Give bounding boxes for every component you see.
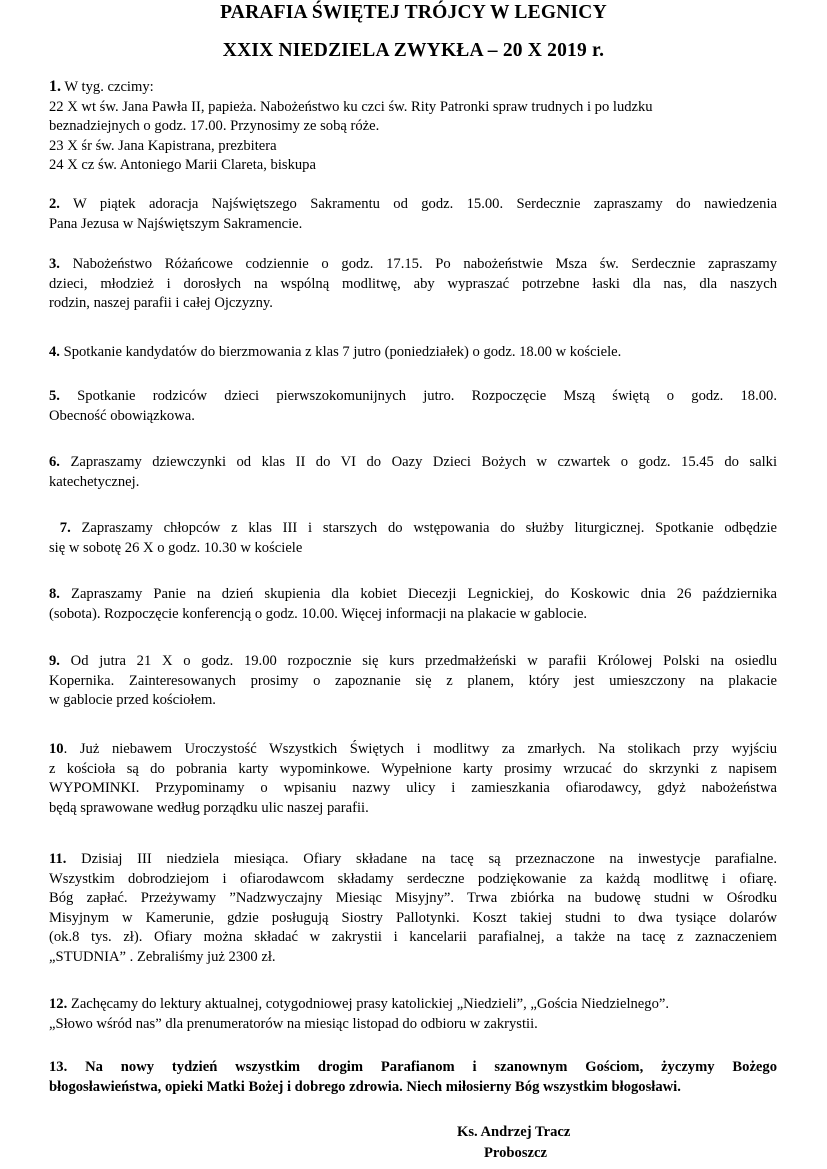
- announcement-11-line: Misyjnym w Kamerunie, gdzie posługują Siostry Pallotynki. Koszt takiej studni to dwa tysiące dolarów: [49, 909, 777, 926]
- announcement-13: [49, 1058, 777, 1097]
- announcement-12-line: 12. Zachęcamy do lektury aktualnej, cotygodniowej prasy katolickiej „Niedzieli”, „Gościa Niedzielnego”.: [49, 996, 670, 1012]
- announcement-12: [49, 995, 777, 1034]
- announcement-2: [49, 195, 777, 234]
- announcement-5-line: 5. Spotkanie rodziców dzieci pierwszokomunijnych jutro. Rozpoczęcie Mszą świętą o godz. 18.00.: [49, 388, 777, 404]
- announcement-1-line: beznadziejnych o godz. 17.00. Przynosimy ze sobą róże.: [49, 118, 380, 134]
- announcement-2-line: 2. W piątek adoracja Najświętszego Sakramentu od godz. 15.00. Serdecznie zapraszamy do nawiedzenia: [49, 196, 777, 212]
- announcement-3-line: rodzin, naszej parafii i całej Ojczyzny.: [49, 295, 273, 311]
- signature-role: Proboszcz: [484, 1145, 547, 1161]
- announcement-1: [49, 77, 777, 176]
- announcement-9: [49, 652, 777, 711]
- announcement-1-line: 22 X wt św. Jana Pawła II, papieża. Nabożeństwo ku czci św. Rity Patronki spraw trudnych i po ludzku: [49, 98, 653, 115]
- announcement-4: [49, 343, 777, 363]
- announcement-10: [49, 740, 777, 818]
- announcement-13-line: 13. Na nowy tydzień wszystkim drogim Parafianom i szanownym Gościom, życzymy Bożego: [49, 1059, 777, 1075]
- announcement-11: [49, 850, 777, 967]
- announcement-5-line: Obecność obowiązkowa.: [49, 407, 195, 424]
- announcement-5: [49, 387, 777, 426]
- announcement-1-line: 24 X cz św. Antoniego Marii Clareta, biskupa: [49, 157, 316, 173]
- announcement-12-line: „Słowo wśród nas” dla prenumeratorów na miesiąc listopad do odbioru w zakrystii.: [49, 1015, 538, 1032]
- page-title: PARAFIA ŚWIĘTEJ TRÓJCY W LEGNICY: [220, 2, 607, 23]
- announcement-7-line: 7. Zapraszamy chłopców z klas III i starszych do wstępowania do służby liturgicznej. Spotkanie odbędzie: [49, 520, 778, 536]
- announcement-10-line: będą sprawowane według porządku ulic naszej parafii.: [49, 799, 369, 816]
- announcement-3-line: dzieci, młodzież i dorosłych na wspólną modlitwę, aby wypraszać potrzebne łaski dla nas, dla naszych: [49, 275, 777, 292]
- announcement-9-line: 9. Od jutra 21 X o godz. 19.00 rozpocznie się kurs przedmałżeński w parafii Królowej Polski na osiedlu: [49, 653, 777, 669]
- announcement-2-line: Pana Jezusa w Najświętszym Sakramencie.: [49, 215, 303, 232]
- announcement-10-line: z kościoła są do pobrania karty wypominkowe. Wypełnione karty prosimy wrzucać do skrzynki z napisem: [49, 760, 777, 777]
- announcement-11-line: (ok.8 tys. zł). Ofiary można składać w zakrystii i kancelarii parafialnej, a także na tacę z zaznaczeniem: [49, 929, 777, 945]
- announcement-11-line: 11. Dzisiaj III niedziela miesiąca. Ofiary składane na tacę są przeznaczone na inwestycje parafialne.: [49, 851, 777, 867]
- announcement-10-line: WYPOMINKI. Przypominamy o wpisaniu nazwy ulicy i zamieszkania ofiarodawcy, gdyż nabożeństwa: [49, 780, 777, 796]
- announcement-1-lead: 1. W tyg. czcimy:: [49, 78, 154, 95]
- announcement-11-line: „STUDNIA” . Zebraliśmy już 2300 zł.: [49, 948, 276, 965]
- announcement-13-line: błogosławieństwa, opieki Matki Bożej i dobrego zdrowia. Niech miłosierny Bóg wszystkim błogosławi.: [49, 1078, 681, 1095]
- announcement-6: [49, 453, 777, 492]
- announcement-8: [49, 585, 777, 624]
- announcement-11-line: Bóg zapłać. Przeżywamy ”Nadzwyczajny Miesiąc Misyjny”. Trwa zbiórka na budowę studni w Ośrodku: [49, 890, 777, 906]
- announcement-4-line: 4. Spotkanie kandydatów do bierzmowania z klas 7 jutro (poniedziałek) o godz. 18.00 w kościele.: [49, 344, 622, 360]
- announcement-11-line: Wszystkim dobrodziejom i ofiarodawcom składamy serdeczne podziękowanie za każdą modlitwę i ofiarę.: [49, 870, 777, 887]
- announcement-3-line: 3. Nabożeństwo Różańcowe codziennie o godz. 17.15. Po nabożeństwie Msza św. Serdecznie zapraszamy: [49, 256, 777, 272]
- announcement-9-line: Kopernika. Zainteresowanych prosimy o zapoznanie się z planem, który jest umieszczony na plakacie: [49, 672, 777, 689]
- announcement-9-line: w gablocie przed kościołem.: [49, 692, 216, 708]
- announcement-8-line: 8. Zapraszamy Panie na dzień skupienia dla kobiet Diecezji Legnickiej, do Koskowic dnia 26 października: [49, 586, 777, 602]
- announcement-1-line: 23 X śr św. Jana Kapistrana, prezbitera: [49, 137, 277, 154]
- announcement-6-line: 6. Zapraszamy dziewczynki od klas II do VI do Oazy Dzieci Bożych w czwartek o godz. 15.45 do salki: [49, 454, 777, 470]
- announcement-6-line: katechetycznej.: [49, 473, 140, 490]
- announcement-10-line: 10. Już niebawem Uroczystość Wszystkich Świętych i modlitwy za zmarłych. Na stolikach przy wyjściu: [49, 741, 777, 757]
- signature-name: Ks. Andrzej Tracz: [457, 1124, 571, 1140]
- announcement-7-line: się w sobotę 26 X o godz. 10.30 w kościele: [49, 539, 303, 556]
- page-subtitle: XXIX NIEDZIELA ZWYKŁA – 20 X 2019 r.: [222, 40, 605, 61]
- announcement-8-line: (sobota). Rozpoczęcie konferencją o godz. 10.00. Więcej informacji na plakacie w gablocie.: [49, 605, 588, 622]
- announcement-3: [49, 255, 777, 314]
- announcement-7: [49, 519, 777, 558]
